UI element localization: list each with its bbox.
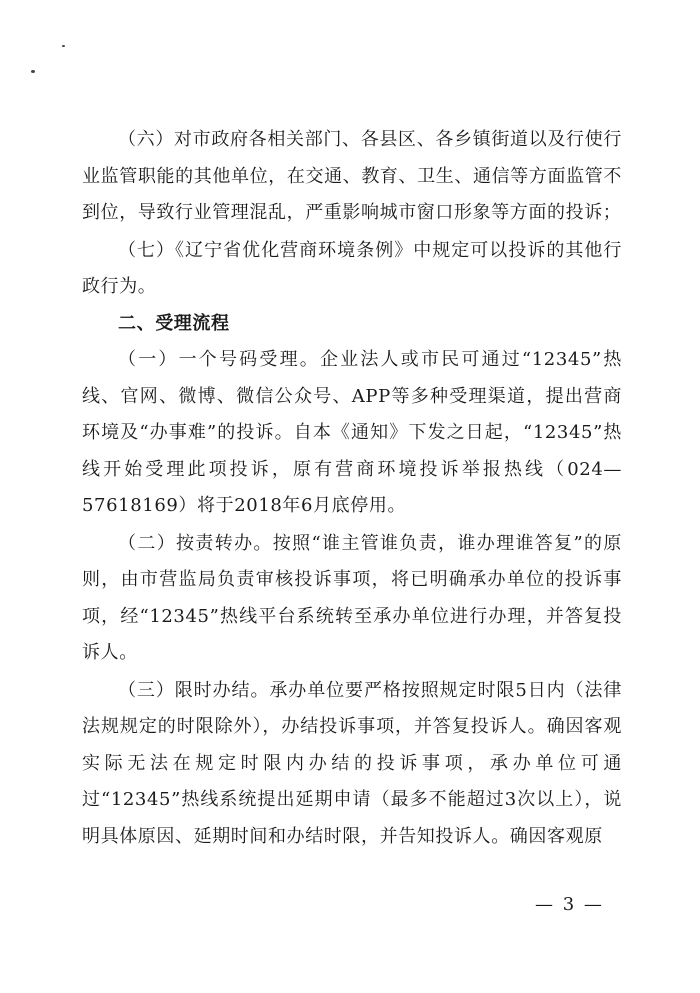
page-number: — 3 — (535, 894, 604, 915)
paragraph-item-6: （六）对市政府各相关部门、各县区、各乡镇街道以及行使行业监管职能的其他单位，在交通、教育、卫生、通信等方面监管不到位，导致行业管理混乱，严重影响城市窗口形象等方面的投诉； (82, 129, 622, 223)
paragraph-item-7: （七）《辽宁省优化营商环境条例》中规定可以投诉的其他行政行为。 (82, 239, 622, 297)
paragraph-process-2: （二）按责转办。按照“谁主管谁负责，谁办理谁答复”的原则，由市营监局负责审核投诉事项，将已明确承办单位的投诉事项，经“12345”热线平台系统转至承办单位进行办理，并答复投诉人。 (82, 532, 622, 663)
paragraph-process-3: （三）限时办结。承办单位要严格按照规定时限5日内（法律法规规定的时限除外），办结投诉事项，并答复投诉人。确因客观实际无法在规定时限内办结的投诉事项，承办单位可通过“12345”热线系统提出延期申请（最多不能超过3次以上），说明具体原因、延期时间和办结时限，并告知投诉人。确因客观原 (82, 679, 622, 847)
scan-speck (62, 45, 65, 47)
scan-speck (31, 70, 35, 73)
section-heading: 二、受理流程 (118, 312, 230, 334)
paragraph-process-1: （一）一个号码受理。企业法人或市民可通过“12345”热线、官网、微博、微信公众号、APP等多种受理渠道，提出营商环境及“办事难”的投诉。自本《通知》下发之日起，“12345”热线开始受理此项投诉，原有营商环境投诉举报热线（024—57618169）将于2018年6月底停用。 (82, 349, 622, 516)
document-body (82, 122, 622, 855)
